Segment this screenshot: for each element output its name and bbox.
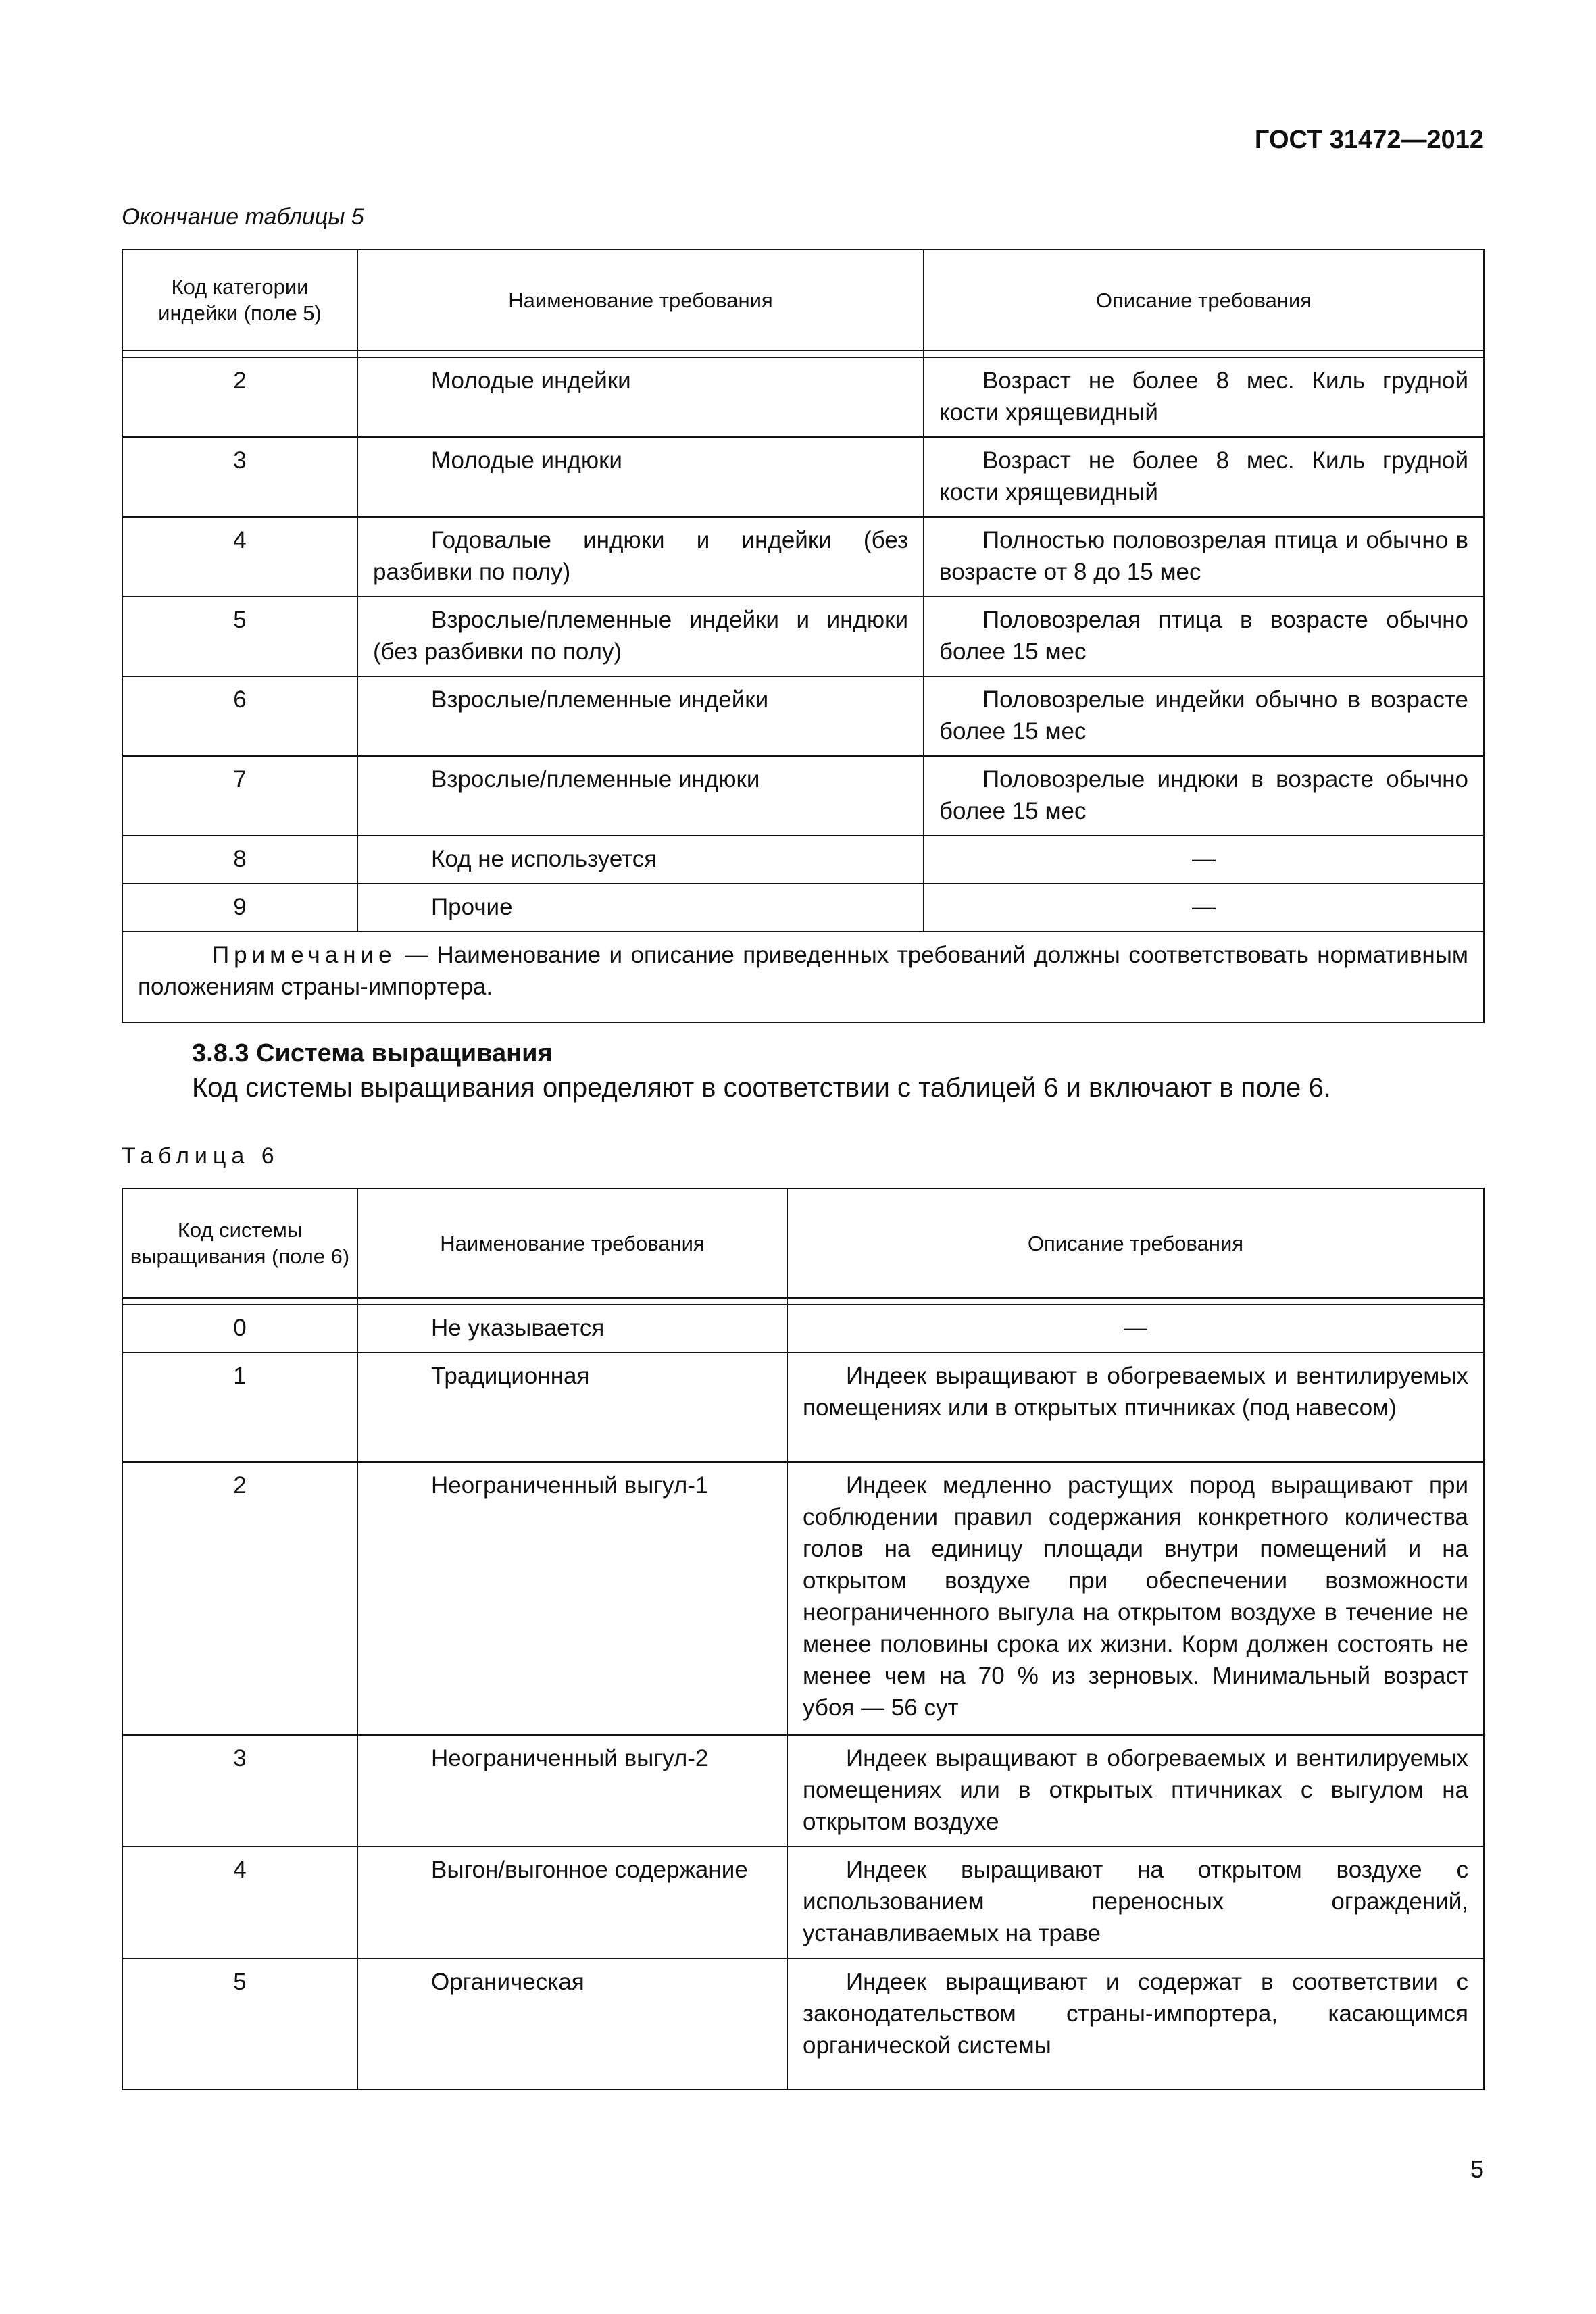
table-6 (122, 1188, 1485, 2090)
name-cell: Код не используется (357, 836, 924, 884)
description-cell: Индеек выращивают на открытом воздухе с использованием переносных ограждений, устанавливаемых на траве (787, 1846, 1484, 1959)
table-row (122, 884, 1484, 932)
code-cell: 8 (122, 836, 357, 884)
name-cell: Взрослые/племенные индюки (357, 756, 924, 836)
standard-number: ГОСТ 31472—2012 (1254, 126, 1484, 154)
name-cell: Выгон/выгонное содержание (357, 1846, 787, 1959)
name-cell: Не указывается (357, 1305, 787, 1353)
column-header-code: Код системы выращивания (поле 6) (122, 1188, 357, 1298)
code-cell: 3 (122, 437, 357, 517)
name-cell: Традиционная (357, 1353, 787, 1462)
table-row (122, 1959, 1484, 2090)
description-cell: — (787, 1305, 1484, 1353)
code-cell: 3 (122, 1735, 357, 1846)
table-header-row (122, 1188, 1484, 1298)
table-row (122, 517, 1484, 597)
code-cell: 2 (122, 357, 357, 437)
table-row (122, 1846, 1484, 1959)
table5-caption: Окончание таблицы 5 (122, 204, 364, 230)
code-cell: 7 (122, 756, 357, 836)
table-row (122, 756, 1484, 836)
description-cell: Возраст не более 8 мес. Киль грудной кости хрящевидный (924, 357, 1484, 437)
description-cell: Полностью половозрелая птица и обычно в возрасте от 8 до 15 мес (924, 517, 1484, 597)
description-cell: Половозрелые индюки в возрасте обычно более 15 мес (924, 756, 1484, 836)
code-cell: 4 (122, 1846, 357, 1959)
note-label: Примечание (212, 942, 397, 968)
code-cell: 1 (122, 1353, 357, 1462)
code-cell: 4 (122, 517, 357, 597)
note-text: — Наименование и описание приведенных требований должны соответствовать нормативным положениям страны-импортера. (138, 942, 1468, 1000)
name-cell: Взрослые/племенные индейки (357, 676, 924, 756)
description-cell: Половозрелая птица в возрасте обычно более 15 мес (924, 597, 1484, 676)
table-row (122, 597, 1484, 676)
header-separator (122, 351, 1484, 357)
table-row (122, 1462, 1484, 1735)
table6-caption: Таблица 6 (122, 1143, 280, 1169)
column-header-name: Наименование требования (357, 249, 924, 351)
description-cell: Индеек медленно растущих пород выращивают при соблюдении правил содержания конкретного количества голов на единицу площади внутри помещений и на открытом воздухе при обеспечении возможности неограниченного выгула на открытом воздухе в течение не менее половины срока их жизни. Корм должен состоять не менее чем на 70 % из зерновых. Минимальный возраст убоя — 56 сут (787, 1462, 1484, 1735)
description-cell: Индеек выращивают в обогреваемых и вентилируемых помещениях или в открытых птичниках с выгулом на открытом воздухе (787, 1735, 1484, 1846)
table-note (122, 932, 1484, 1022)
description-cell: Половозрелые индейки обычно в возрасте более 15 мес (924, 676, 1484, 756)
name-cell: Неограниченный выгул-2 (357, 1735, 787, 1846)
table-header-row (122, 249, 1484, 351)
table-row (122, 1735, 1484, 1846)
table-row (122, 836, 1484, 884)
name-cell: Органическая (357, 1959, 787, 2090)
code-cell: 0 (122, 1305, 357, 1353)
code-cell: 6 (122, 676, 357, 756)
name-cell: Молодые индюки (357, 437, 924, 517)
page-number: 5 (1470, 2155, 1484, 2183)
table-row (122, 676, 1484, 756)
code-cell: 5 (122, 597, 357, 676)
table-row (122, 357, 1484, 437)
code-cell: 5 (122, 1959, 357, 2090)
description-cell: Индеек выращивают и содержат в соответствии с законодательством страны-импортера, касающимся органической системы (787, 1959, 1484, 2090)
column-header-description: Описание требования (924, 249, 1484, 351)
description-cell: Возраст не более 8 мес. Киль грудной кости хрящевидный (924, 437, 1484, 517)
column-header-description: Описание требования (787, 1188, 1484, 1298)
table-row (122, 1305, 1484, 1353)
name-cell: Прочие (357, 884, 924, 932)
section-text: Код системы выращивания определяют в соответствии с таблицей 6 и включают в поле 6. (192, 1073, 1331, 1103)
description-cell: — (924, 884, 1484, 932)
table-note-row (122, 932, 1484, 1022)
name-cell: Годовалые индюки и индейки (без разбивки по полу) (357, 517, 924, 597)
table-row (122, 437, 1484, 517)
table-row (122, 1353, 1484, 1462)
code-cell: 2 (122, 1462, 357, 1735)
name-cell: Молодые индейки (357, 357, 924, 437)
column-header-code: Код категории индейки (поле 5) (122, 249, 357, 351)
header-separator (122, 1298, 1484, 1305)
description-cell: — (924, 836, 1484, 884)
description-cell: Индеек выращивают в обогреваемых и вентилируемых помещениях или в открытых птичниках (под навесом) (787, 1353, 1484, 1462)
column-header-name: Наименование требования (357, 1188, 787, 1298)
name-cell: Неограниченный выгул-1 (357, 1462, 787, 1735)
table-5 (122, 249, 1485, 1023)
section-title: 3.8.3 Система выращивания (192, 1039, 553, 1067)
code-cell: 9 (122, 884, 357, 932)
name-cell: Взрослые/племенные индейки и индюки (без разбивки по полу) (357, 597, 924, 676)
